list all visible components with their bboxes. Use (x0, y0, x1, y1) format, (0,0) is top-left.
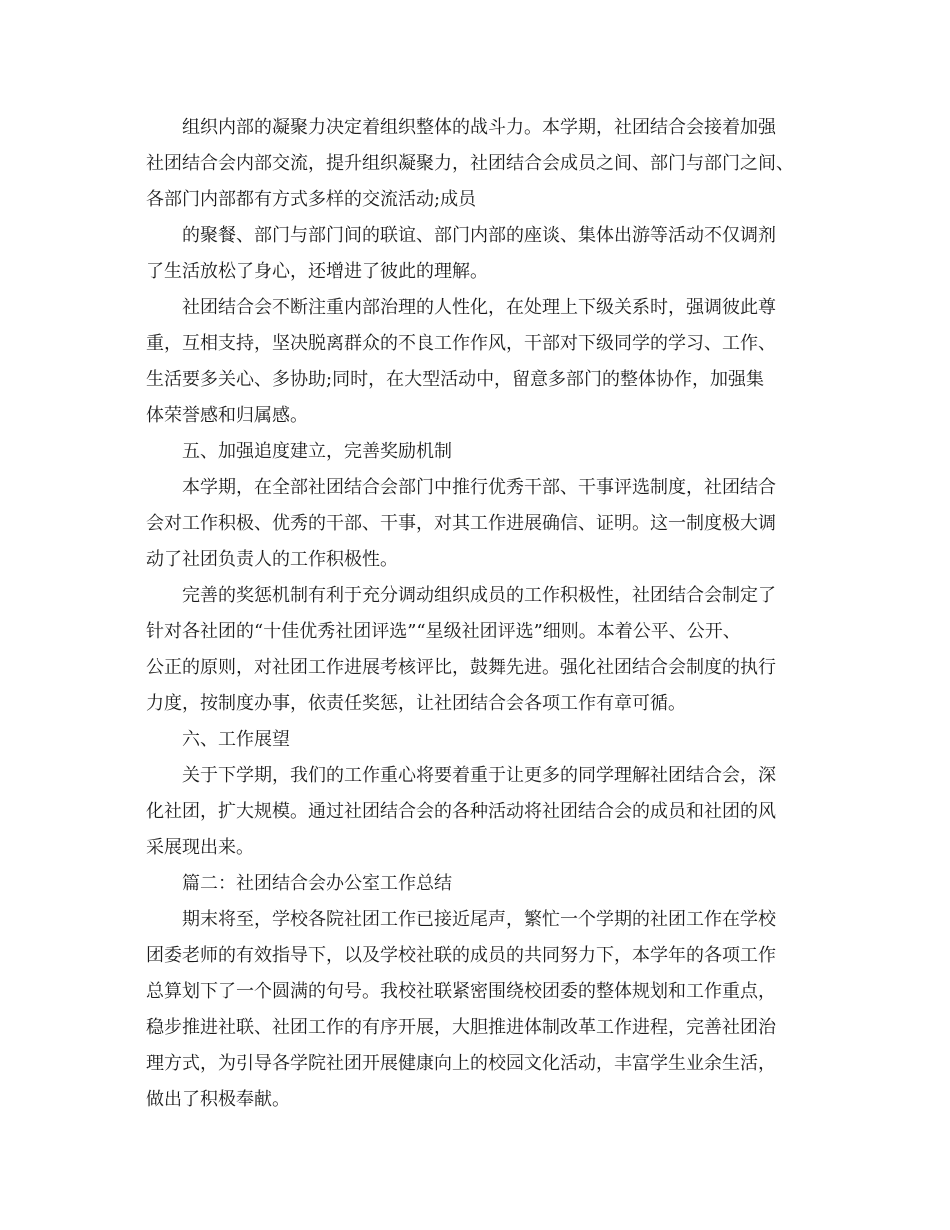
text-line: 做出了积极奉献。 (146, 1089, 290, 1110)
text-line: 稳步推进社联、社团工作的有序开展，大胆推进体制改革工作进程，完善社团治 (146, 1017, 776, 1038)
section-heading: 六、工作展望 (182, 729, 290, 750)
section-heading: 五、加强追度建立，完善奖励机制 (182, 441, 452, 462)
text-line: 理方式，为引导各学院社团开展健康向上的校园文化活动，丰富学生业余生活， (146, 1053, 776, 1074)
text-line: 组织内部的凝聚力决定着组织整体的战斗力。本学期，社团结合会接着加强 (182, 117, 776, 138)
section-heading: 篇二：社团结合会办公室工作总结 (182, 873, 452, 894)
text-line: 的聚餐、部门与部门间的联谊、部门内部的座谈、集体出游等活动不仅调剂 (182, 225, 776, 246)
text-line: 团委老师的有效指导下，以及学校社联的成员的共同努力下，本学年的各项工作 (146, 945, 776, 966)
text-line: 体荣誉感和归属感。 (146, 405, 308, 426)
text-line: 完善的奖惩机制有利于充分调动组织成员的工作积极性，社团结合会制定了 (182, 585, 776, 606)
text-line: 社团结合会不断注重内部治理的人性化，在处理上下级关系时，强调彼此尊 (182, 297, 776, 318)
text-line: 力度，按制度办事，依责任奖惩，让社团结合会各项工作有章可循。 (146, 693, 686, 714)
text-line: 采展现出来。 (146, 837, 254, 858)
text-line: 各部门内部都有方式多样的交流活动;成员 (146, 189, 477, 210)
text-line: 公正的原则，对社团工作进展考核评比，鼓舞先进。强化社团结合会制度的执行 (146, 657, 776, 678)
text-line: 生活要多关心、多协助;同时，在大型活动中，留意多部门的整体协作，加强集 (146, 369, 765, 390)
text-line: 重，互相支持，坚决脱离群众的不良工作作风，干部对下级同学的学习、工作、 (146, 333, 776, 354)
text-line: 了生活放松了身心，还增进了彼此的理解。 (146, 261, 488, 282)
text-line: 本学期，在全部社团结合会部门中推行优秀干部、干事评选制度，社团结合 (182, 477, 776, 498)
text-line: 关于下学期，我们的工作重心将要着重于让更多的同学理解社团结合会，深 (182, 765, 776, 786)
text-line: 社团结合会内部交流，提升组织凝聚力，社团结合会成员之间、部门与部门之间、 (146, 153, 794, 174)
text-line: 总算划下了一个圆满的句号。我校社联紧密围绕校团委的整体规划和工作重点， (146, 981, 776, 1002)
text-line: 动了社团负责人的工作积极性。 (146, 549, 398, 570)
text-line: 针对各社团的“十佳优秀社团评选”“星级社团评选”细则。本着公平、公开、 (146, 621, 741, 642)
text-line: 期末将至，学校各院社团工作已接近尾声，繁忙一个学期的社团工作在学校 (182, 909, 776, 930)
text-line: 会对工作积极、优秀的干部、干事，对其工作进展确信、证明。这一制度极大调 (146, 513, 776, 534)
text-line: 化社团，扩大规模。通过社团结合会的各种活动将社团结合会的成员和社团的风 (146, 801, 776, 822)
